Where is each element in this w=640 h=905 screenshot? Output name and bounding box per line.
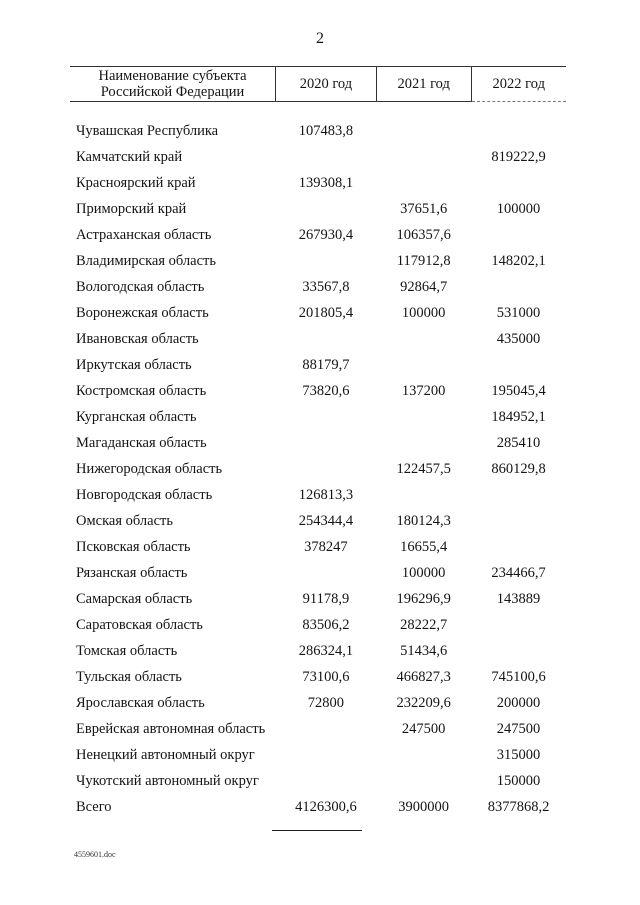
region-name-cell: Ярославская область: [76, 695, 205, 711]
region-name-cell: Саратовская область: [76, 617, 203, 633]
value-2022-cell: 234466,7: [491, 565, 546, 581]
value-2022-cell: 315000: [496, 747, 541, 763]
table-row: [70, 511, 566, 537]
table-row: [70, 459, 566, 485]
header-region-name: Наименование субъекта Российской Федерации: [70, 67, 276, 102]
value-2021-cell: [376, 355, 471, 381]
value-2020-cell: 83506,2: [302, 617, 350, 633]
table-row: [70, 277, 566, 303]
value-2022-cell: 8377868,2: [487, 799, 550, 815]
table-row: [70, 563, 566, 589]
value-2022-cell: [471, 225, 566, 251]
value-2022-cell: 819222,9: [491, 149, 546, 165]
region-name-cell: Курганская область: [76, 409, 197, 425]
value-2022-cell: 435000: [496, 331, 541, 347]
table-row: [70, 147, 566, 173]
footer-divider: [272, 830, 362, 831]
table-row: [70, 641, 566, 667]
value-2020-cell: 72800: [307, 695, 345, 711]
value-2022-cell: 285410: [496, 435, 541, 451]
value-2022-cell: 184952,1: [491, 409, 546, 425]
region-name-cell: Иркутская область: [76, 357, 192, 373]
table-row: [70, 407, 566, 433]
region-name-cell: Камчатский край: [76, 149, 183, 165]
table-row: [70, 303, 566, 329]
value-2020-cell: [276, 719, 377, 745]
value-2020-cell: [276, 745, 377, 771]
value-2021-cell: 51434,6: [400, 643, 448, 659]
value-2020-cell: 286324,1: [298, 643, 354, 659]
value-2022-cell: 100000: [496, 201, 541, 217]
value-2022-cell: [471, 511, 566, 537]
region-name-cell: Ивановская область: [76, 331, 199, 347]
value-2020-cell: 267930,4: [298, 227, 354, 243]
table-row: [70, 745, 566, 771]
region-name-cell: Костромская область: [76, 383, 207, 399]
region-name-cell: Вологодская область: [76, 279, 205, 295]
value-2021-cell: 100000: [401, 565, 446, 581]
table-row: [70, 433, 566, 459]
value-2020-cell: 4126300,6: [295, 799, 357, 815]
value-2021-cell: 196296,9: [396, 591, 451, 607]
value-2021-cell: [376, 147, 471, 173]
region-name-cell: Приморский край: [76, 201, 187, 217]
value-2022-cell: 150000: [496, 773, 541, 789]
value-2020-cell: 91178,9: [302, 591, 350, 607]
value-2022-cell: 200000: [496, 695, 541, 711]
table-row: [70, 251, 566, 277]
value-2020-cell: 378247: [304, 539, 348, 555]
table-row: [70, 121, 566, 147]
value-2022-cell: [471, 277, 566, 303]
region-name-cell: Магаданская область: [76, 435, 207, 451]
value-2020-cell: 33567,8: [302, 279, 350, 295]
value-2020-cell: 73100,6: [302, 669, 350, 685]
header-2021: 2021 год: [376, 67, 471, 102]
table-row: [70, 589, 566, 615]
value-2021-cell: 28222,7: [400, 617, 448, 633]
value-2021-cell: 180124,3: [396, 513, 451, 529]
value-2021-cell: 137200: [401, 383, 446, 399]
value-2022-cell: 745100,6: [491, 669, 546, 685]
value-2022-cell: [471, 355, 566, 381]
value-2021-cell: 232209,6: [396, 695, 451, 711]
value-2022-cell: [471, 173, 566, 199]
value-2020-cell: 107483,8: [298, 123, 354, 139]
table-row: [70, 173, 566, 199]
value-2020-cell: 126813,3: [298, 487, 354, 503]
table-row: [70, 797, 566, 823]
value-2020-cell: 201805,4: [298, 305, 354, 321]
value-2021-cell: 16655,4: [400, 539, 448, 555]
value-2020-cell: [276, 563, 377, 589]
value-2021-cell: 100000: [401, 305, 446, 321]
document-code: 4559601.doc: [74, 850, 116, 859]
table-header-row: [70, 67, 566, 102]
region-name-cell: Томская область: [76, 643, 178, 659]
value-2020-cell: [276, 433, 377, 459]
table-row: [70, 199, 566, 225]
value-2020-cell: [276, 771, 377, 797]
value-2021-cell: [376, 771, 471, 797]
value-2021-cell: [376, 407, 471, 433]
value-2020-cell: [276, 459, 377, 485]
value-2021-cell: 37651,6: [400, 201, 448, 217]
value-2022-cell: 860129,8: [491, 461, 546, 477]
value-2020-cell: [276, 329, 377, 355]
value-2020-cell: 88179,7: [302, 357, 350, 373]
region-name-cell: Омская область: [76, 513, 173, 529]
value-2021-cell: [376, 329, 471, 355]
value-2021-cell: [376, 745, 471, 771]
value-2021-cell: [376, 173, 471, 199]
value-2021-cell: [376, 121, 471, 147]
region-name-cell: Чувашская Республика: [76, 123, 219, 139]
value-2020-cell: [276, 199, 377, 225]
region-name-cell: Всего: [76, 799, 112, 815]
value-2022-cell: [471, 121, 566, 147]
header-2022: 2022 год: [471, 67, 566, 102]
region-name-cell: Еврейская автономная область: [76, 721, 266, 737]
table-row: [70, 329, 566, 355]
table-row: [70, 719, 566, 745]
region-name-cell: Псковская область: [76, 539, 191, 555]
value-2021-cell: 466827,3: [396, 669, 451, 685]
table-row: [70, 381, 566, 407]
value-2022-cell: 247500: [496, 721, 541, 737]
table-row: [70, 615, 566, 641]
value-2021-cell: [376, 433, 471, 459]
value-2021-cell: 117912,8: [396, 253, 451, 269]
region-name-cell: Красноярский край: [76, 175, 196, 191]
table-row: [70, 771, 566, 797]
table-row: [70, 667, 566, 693]
value-2020-cell: [276, 407, 377, 433]
value-2020-cell: 139308,1: [298, 175, 354, 191]
value-2021-cell: [376, 485, 471, 511]
region-name-cell: Рязанская область: [76, 565, 188, 581]
region-name-cell: Воронежская область: [76, 305, 209, 321]
value-2021-cell: 106357,6: [396, 227, 451, 243]
region-name-cell: Ненецкий автономный округ: [76, 747, 255, 763]
table-row: [70, 693, 566, 719]
table-row: [70, 537, 566, 563]
value-2021-cell: 3900000: [398, 799, 450, 815]
region-name-cell: Чукотский автономный округ: [76, 773, 259, 789]
region-name-cell: Самарская область: [76, 591, 193, 607]
region-name-cell: Астраханская область: [76, 227, 212, 243]
table-row: [70, 225, 566, 251]
value-2022-cell: 195045,4: [491, 383, 546, 399]
table-row: [70, 485, 566, 511]
region-name-cell: Нижегородская область: [76, 461, 223, 477]
region-name-cell: Тульская область: [76, 669, 182, 685]
value-2021-cell: 92864,7: [400, 279, 448, 295]
value-2022-cell: [471, 641, 566, 667]
value-2022-cell: [471, 537, 566, 563]
page-number: 2: [316, 30, 324, 47]
value-2020-cell: [276, 251, 377, 277]
value-2022-cell: [471, 485, 566, 511]
value-2022-cell: 143889: [496, 591, 541, 607]
budget-table: [70, 66, 566, 823]
value-2021-cell: 247500: [401, 721, 446, 737]
value-2020-cell: 73820,6: [302, 383, 350, 399]
region-name-cell: Владимирская область: [76, 253, 216, 269]
value-2022-cell: 531000: [496, 305, 541, 321]
value-2020-cell: [276, 147, 377, 173]
table-row: [70, 355, 566, 381]
table-body: [70, 102, 566, 824]
region-name-cell: Новгородская область: [76, 487, 213, 503]
value-2022-cell: 148202,1: [491, 253, 546, 269]
value-2020-cell: 254344,4: [298, 513, 354, 529]
header-2020: 2020 год: [276, 67, 377, 102]
value-2021-cell: 122457,5: [396, 461, 451, 477]
value-2022-cell: [471, 615, 566, 641]
